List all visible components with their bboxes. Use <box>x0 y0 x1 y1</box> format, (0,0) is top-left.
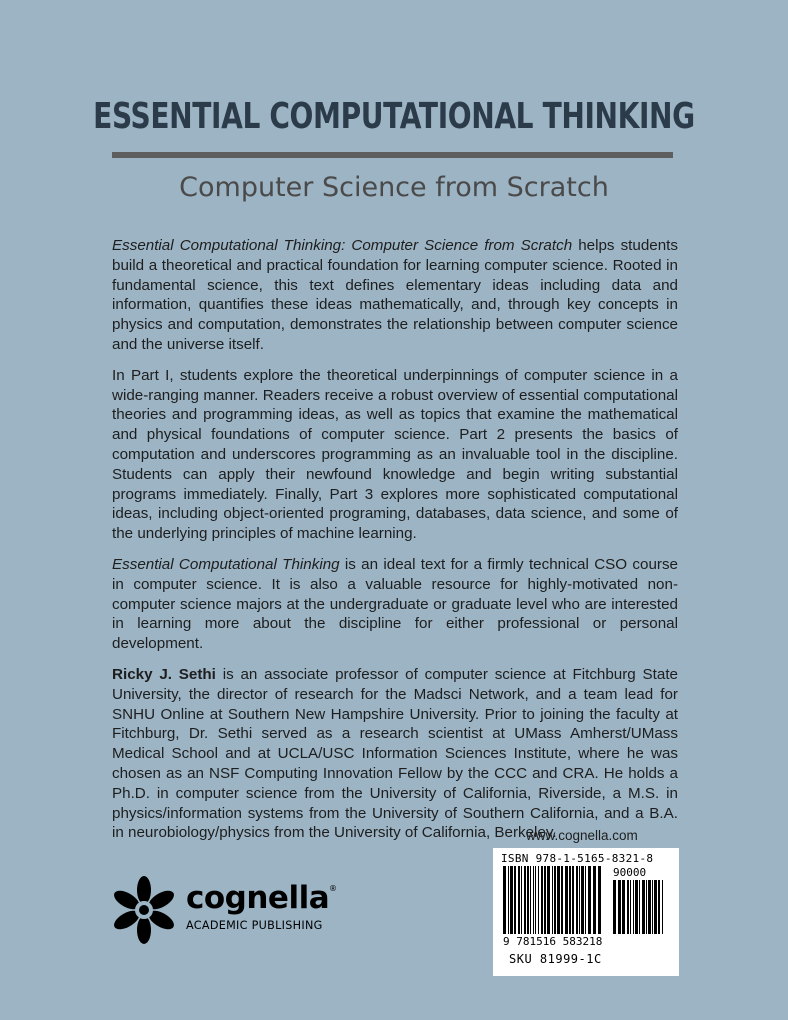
author-bio <box>112 665 678 843</box>
barcode-bar <box>530 866 531 934</box>
barcode-bar <box>635 880 638 934</box>
description-text: helps students build a theoretical and practical foundation for learning computer science. Rooted in fundamental science, this text defines elementary ideas including data and information, quantifies these ideas mathematically, and, through key concepts in physics and computation, demonstrates the relationship between computer science and the universe itself. <box>112 237 678 353</box>
barcode-bar <box>630 880 631 934</box>
barcode-bar <box>588 866 591 934</box>
author-bio-text: is an associate professor of computer science at Fitchburg State University, the director of research for the Madsci Network, and a team lead for SNHU Online at Southern New Hampshire University. Prior to joining the faculty at Fitchburg, Dr. Sethi served as a research scientist at UMass Amherst/UMass Medical School and at UCLA/USC Information Sciences Institute, where he was chosen as an NSF Computing Innovation Fellow by the CCC and CRA. He holds a Ph.D. in computer science from the University of California, Riverside, a M.S. in physics/information systems from the University of Southern California, and a B.A. in neurobiology/physics from the University of California, Berkeley. <box>112 665 679 842</box>
barcode-bar <box>544 866 546 934</box>
barcode-bar <box>535 866 536 934</box>
barcode-bar <box>639 880 640 934</box>
barcode-bar <box>652 880 653 934</box>
isbn-number: ISBN 978-1-5165-8321-8 <box>501 852 654 865</box>
barcode-bar <box>527 866 529 934</box>
barcode-bar <box>579 866 580 934</box>
barcode-bar <box>576 866 578 934</box>
price-barcode <box>613 880 665 934</box>
barcode-digits: 9 781516 583218 <box>503 935 603 948</box>
barcode-bar <box>572 866 574 934</box>
barcode-bar <box>662 880 663 934</box>
description-paragraph-2: In Part I, students explore the theoretical underpinnings of computer science in a wide-ranging manner. Readers receive a robust overview of essential computational theories and programming ideas, as well as topics that examine the mathematical and physical foundations of computer science. Part 2 presents the basics of computation and underscores programming as an invaluable tool in the discipline. Students can apply their newfound knowledge and begin writing substantial programs immediately. Finally, Part 3 explores more sophisticated computational ideas, including object-oriented programing, databases, data science, and some of the underlying principles of machine learning. <box>112 366 678 543</box>
barcode-panel <box>493 848 679 976</box>
barcode-bar <box>646 880 647 934</box>
barcode-bar <box>533 866 534 934</box>
barcode-bar <box>514 866 516 934</box>
barcode-bar <box>642 880 645 934</box>
sku-number: SKU 81999-1C <box>509 952 602 966</box>
barcode-bar <box>538 866 539 934</box>
publisher-tagline: ACADEMIC PUBLISHING <box>186 919 323 932</box>
barcode-bar <box>510 866 513 934</box>
barcode-bar <box>585 866 586 934</box>
barcode-bar <box>518 866 520 934</box>
description-paragraph-3 <box>112 555 678 654</box>
barcode-bar <box>552 866 553 934</box>
barcode-bar <box>569 866 571 934</box>
book-title: ESSENTIAL COMPUTATIONAL THINKING <box>93 96 695 137</box>
barcode-bar <box>627 880 629 934</box>
barcode-bar <box>598 866 601 934</box>
isbn-barcode <box>503 866 603 934</box>
title-divider <box>112 152 673 158</box>
price-code: 90000 <box>613 866 647 879</box>
barcode-bar <box>613 880 616 934</box>
barcode-bar <box>633 880 634 934</box>
cognella-flower-icon <box>108 874 180 946</box>
description-text: is an ideal text for a firmly technical CSO course in computer science. It is also a valuable resource for highly-motivated non-computer science majors at the undergraduate or graduate level who are interested in learning more about the discipline for either professional or personal development. <box>112 555 678 653</box>
book-title-italic: Essential Computational Thinking: Computer Science from Scratch <box>112 237 573 254</box>
barcode-bar <box>508 866 509 934</box>
barcode-bar <box>622 880 625 934</box>
description-paragraph-1 <box>112 236 678 355</box>
barcode-bar <box>503 866 506 934</box>
barcode-bar <box>593 866 596 934</box>
barcode-bar <box>581 866 584 934</box>
barcode-bar <box>521 866 522 934</box>
barcode-bar <box>658 880 660 934</box>
book-subtitle: Computer Science from Scratch <box>179 172 609 203</box>
barcode-bar <box>648 880 651 934</box>
barcode-bar <box>557 866 560 934</box>
barcode-bar <box>541 866 543 934</box>
publisher-logo-wordmark: cognella <box>186 880 330 916</box>
book-title-italic: Essential Computational Thinking <box>112 555 340 573</box>
barcode-bar <box>618 880 621 934</box>
barcode-bar <box>654 880 657 934</box>
barcode-bar <box>565 866 568 934</box>
author-name: Ricky J. Sethi <box>112 665 216 683</box>
registered-mark: ® <box>329 884 337 893</box>
barcode-bar <box>547 866 550 934</box>
barcode-bar <box>554 866 556 934</box>
barcode-bar <box>561 866 563 934</box>
publisher-url[interactable]: www.cognella.com <box>526 828 638 843</box>
back-cover-copy <box>112 236 678 854</box>
barcode-bar <box>524 866 526 934</box>
